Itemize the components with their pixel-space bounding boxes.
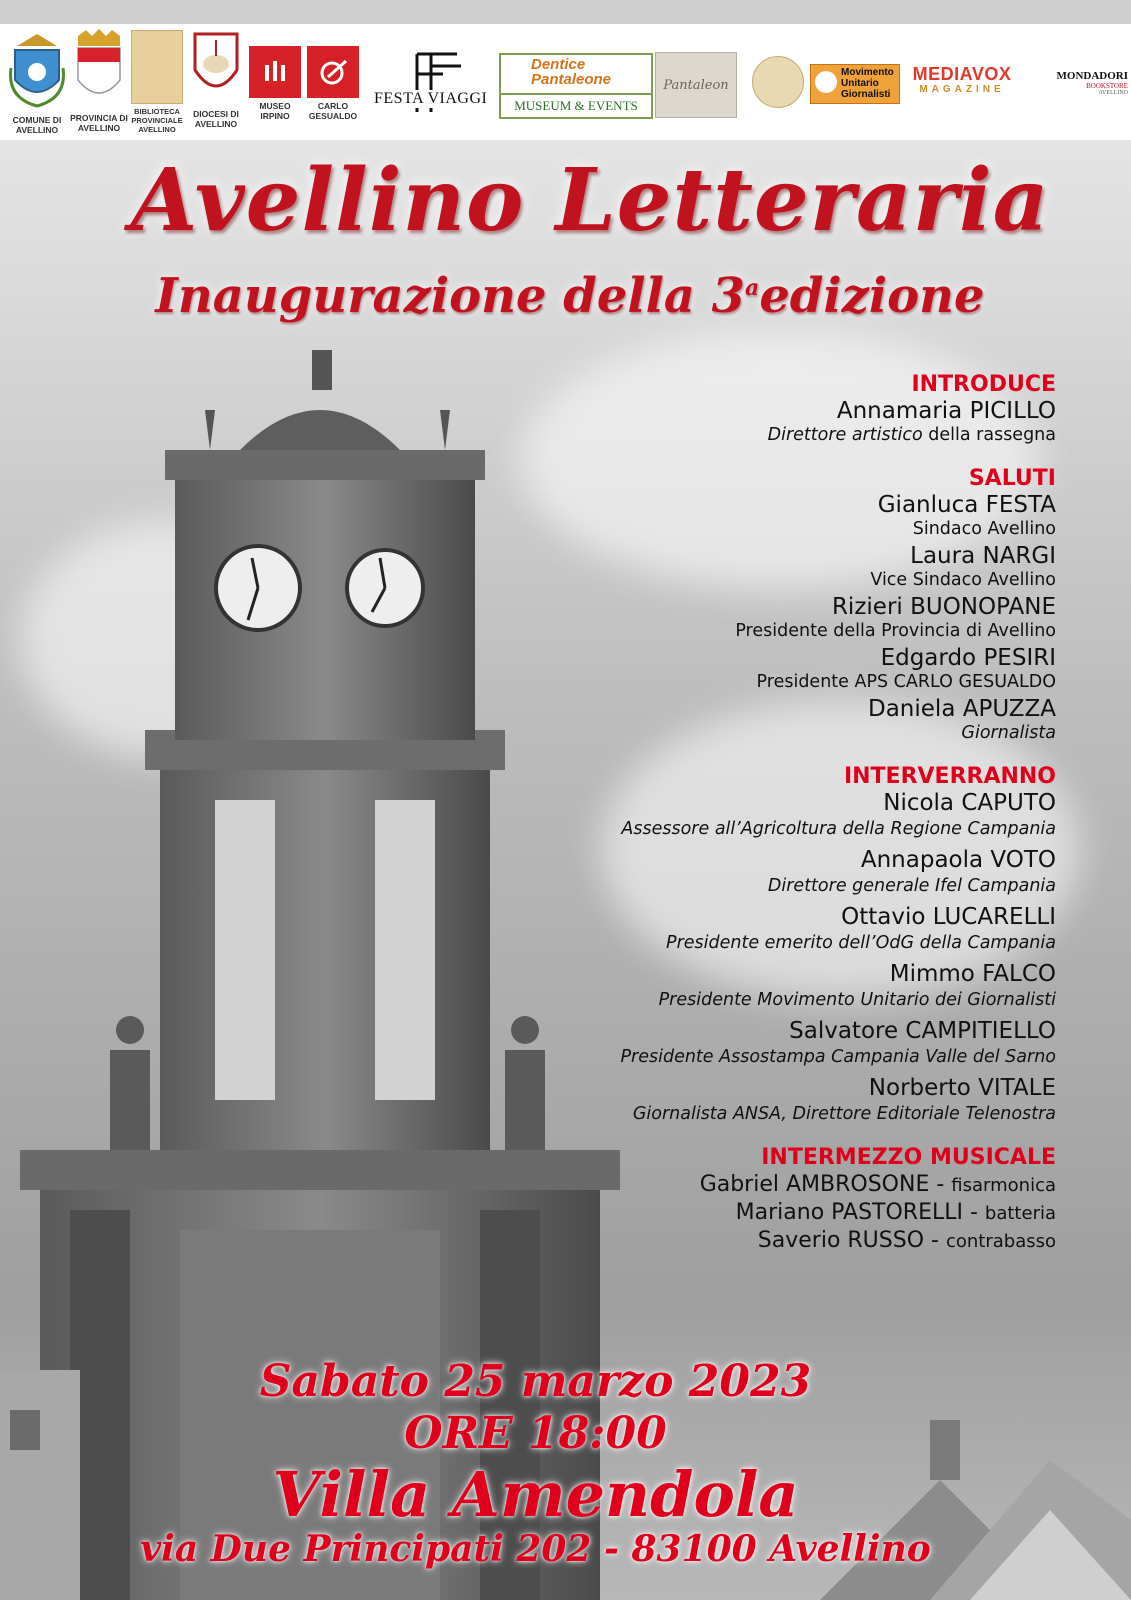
speaker-name: Ottavio LUCARELLI: [841, 904, 1056, 930]
pantaleon-text: Pantaleon: [663, 77, 729, 93]
event-venue: Villa Amendola: [272, 1458, 799, 1531]
speaker-role: Giornalista ANSA, Direttore Editoriale Telenostra: [632, 1104, 1056, 1124]
speaker-role: Presidente della Provincia di Avellino: [735, 621, 1056, 641]
musician-row: [416, 1227, 1056, 1255]
speaker-role: Vice Sindaco Avellino: [870, 570, 1056, 590]
subtitle-superscript: a: [745, 275, 760, 301]
introduce-heading: INTRODUCE: [911, 372, 1056, 397]
musician-row: [416, 1171, 1056, 1199]
speaker-role: Presidente Assostampa Campania Valle del Sarno: [620, 1047, 1056, 1067]
speaker-name: Annamaria PICILLO: [836, 398, 1056, 424]
musician-name: Mariano PASTORELLI -: [735, 1200, 978, 1225]
mondadori-logo: [1028, 70, 1128, 97]
movimento-unitario-logo: [810, 64, 900, 104]
mondadori-text: MONDADORI: [1056, 70, 1128, 82]
speaker-name: Daniela APUZZA: [868, 696, 1056, 722]
speaker-role-italic: Direttore artistico: [767, 425, 923, 445]
logo-caption: COMUNE DI AVELLINO: [12, 115, 62, 135]
speaker-name: Edgardo PESIRI: [880, 645, 1056, 671]
musician-row: [416, 1199, 1056, 1227]
event-title: Avellino Letteraria: [130, 150, 1050, 251]
intermezzo-heading: INTERMEZZO MUSICALE: [761, 1145, 1056, 1170]
logo-caption: PROVINCIA DI AVELLINO: [70, 113, 128, 133]
dentice-text: Dentice: [531, 56, 586, 73]
crest-icon: [9, 28, 65, 108]
comune-avellino-logo: [5, 28, 69, 135]
diocese-emblem-icon: [191, 30, 241, 102]
subtitle-end: edizione: [759, 268, 985, 324]
dentice-pantaleone-logo: [499, 53, 653, 119]
festa-viaggi-logo: [374, 50, 494, 116]
speaker-name: Salvatore CAMPITIELLO: [789, 1018, 1056, 1044]
program: [416, 372, 1056, 1255]
speaker-name: Norberto VITALE: [868, 1075, 1056, 1101]
logo-caption: MUSEO IRPINO: [259, 101, 291, 121]
pantaleone-text: Pantaleone: [531, 71, 612, 88]
festa-viaggi-text: FESTA VIAGGI: [374, 90, 488, 107]
speaker-name: Annapaola VOTO: [860, 847, 1056, 873]
speaker-name: Mimmo FALCO: [889, 961, 1056, 987]
magazine-text: MAGAZINE: [919, 84, 1005, 95]
speaker-role: Presidente APS CARLO GESUALDO: [756, 672, 1056, 692]
subtitle-main: Inaugurazione della 3: [155, 268, 746, 324]
musician-name: Gabriel AMBROSONE -: [699, 1172, 945, 1197]
speaker-role-rest: della rassegna: [922, 425, 1056, 445]
musician-instrument: batteria: [984, 1203, 1056, 1224]
museo-irpino-logo: [248, 46, 302, 121]
speaker-name: Nicola CAPUTO: [883, 790, 1056, 816]
diocesi-logo: [186, 30, 246, 129]
speaker-role: Sindaco Avellino: [912, 519, 1056, 539]
mediavox-logo: [906, 64, 1018, 96]
event-address: via Due Principati 202 - 83100 Avellino: [140, 1528, 931, 1570]
musician-name: Saverio RUSSO -: [757, 1228, 939, 1253]
speaker-name: Laura NARGI: [910, 543, 1056, 569]
gesualdo-emblem-icon: [318, 57, 348, 87]
pantaleon-logo: [655, 52, 737, 118]
unitario-text: Unitario: [841, 78, 879, 89]
bookstore-text: BOOKSTORE: [1086, 82, 1128, 90]
top-strip: [0, 0, 1131, 24]
speaker-role: Presidente emerito dell’OdG della Campania: [666, 933, 1056, 953]
event-date: Sabato 25 marzo 2023: [259, 1356, 812, 1407]
assostampa-logo: [752, 56, 804, 108]
museum-columns-icon: [262, 59, 288, 85]
event-time: ORE 18:00: [404, 1408, 667, 1459]
musician-instrument: fisarmonica: [951, 1175, 1056, 1196]
biblioteca-logo: [128, 30, 186, 134]
speaker-name: Gianluca FESTA: [877, 492, 1056, 518]
carlo-gesualdo-logo: [306, 46, 360, 121]
logo-caption: BIBLIOTECA PROVINCIALE AVELLINO: [131, 107, 183, 134]
logo-caption: CARLO GESUALDO: [308, 101, 358, 121]
speaker-role: [416, 425, 1056, 446]
speaker-role: Presidente Movimento Unitario dei Giornalisti: [658, 990, 1056, 1010]
museum-events-text: MUSEUM & EVENTS: [501, 93, 651, 117]
speaker-role: Assessore all’Agricoltura della Regione Campania: [621, 819, 1056, 839]
mediavox-text: MEDIAVOX: [912, 64, 1012, 84]
provincia-avellino-logo: [68, 28, 130, 133]
giornalisti-text: Giornalisti: [841, 89, 891, 100]
mondadori-city-text: AVELLINO: [1098, 90, 1128, 96]
musician-instrument: contrabasso: [945, 1231, 1056, 1252]
speaker-name: Rizieri BUONOPANE: [831, 594, 1056, 620]
saluti-heading: SALUTI: [968, 466, 1056, 491]
movimento-text: Movimento: [841, 67, 894, 78]
speaker-role: Direttore generale Ifel Campania: [767, 876, 1056, 896]
crest-icon: [72, 28, 126, 106]
speaker-role: Giornalista: [961, 723, 1056, 743]
interverranno-heading: INTERVERRANNO: [843, 764, 1056, 789]
logo-caption: DIOCESI DI AVELLINO: [193, 109, 239, 129]
event-subtitle: [120, 268, 1020, 324]
